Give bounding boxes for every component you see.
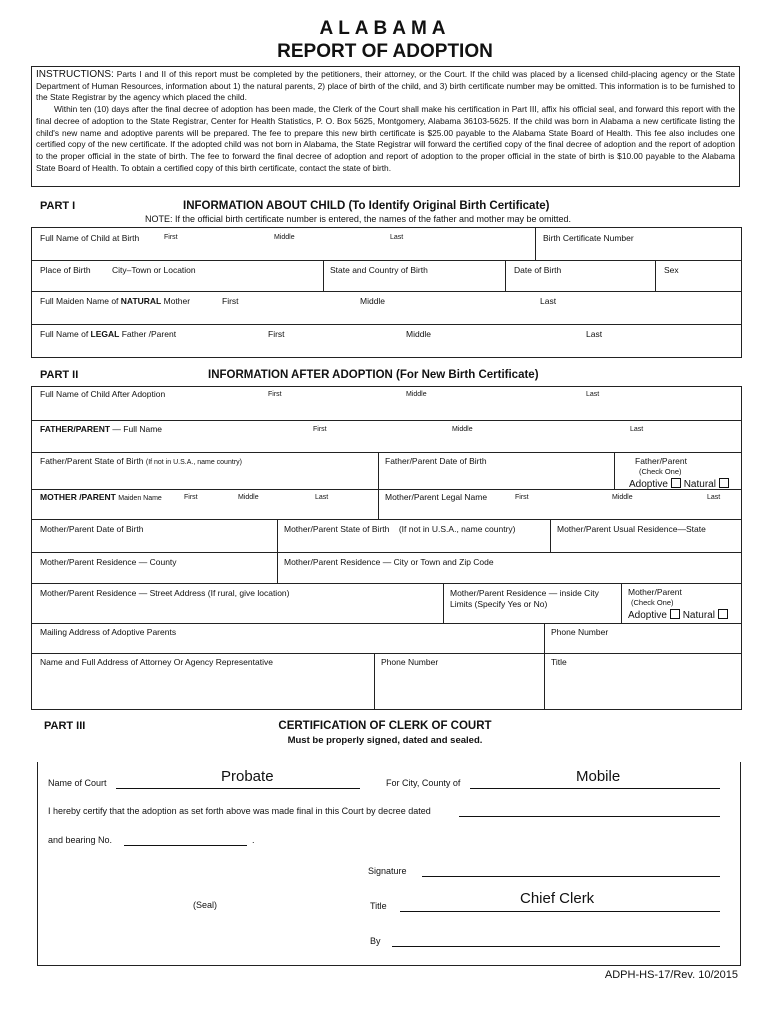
child-birth-name-field[interactable]: [32, 228, 536, 261]
part2-table-d: [31, 519, 742, 553]
sex-label: Sex: [664, 265, 679, 275]
part2-table-c: [31, 489, 742, 520]
father-full-first-label: First: [313, 426, 327, 433]
mother-middle-label: Middle: [360, 296, 386, 306]
part1-label: PART I: [40, 200, 76, 212]
mother-county-field[interactable]: [32, 553, 278, 584]
child-birth-name-label: Full Name of Child at Birth: [40, 233, 140, 243]
part3-label: PART III: [44, 720, 86, 732]
date-of-birth-field[interactable]: [506, 261, 656, 292]
father-adoptive-checkbox[interactable]: [671, 478, 681, 488]
mother-dob-field[interactable]: [32, 520, 278, 553]
part1-parents-table: [31, 291, 742, 358]
natural-mother-field[interactable]: [32, 292, 742, 325]
first-label: First: [164, 234, 178, 241]
mother-maiden-last-label: Last: [315, 494, 329, 501]
father-type-field: [615, 453, 742, 490]
signature-label: Signature: [368, 866, 407, 876]
form-number: ADPH-HS-17/Rev. 10/2015: [604, 969, 738, 981]
decree-date-line[interactable]: [459, 816, 720, 817]
mother-last-label: Last: [540, 296, 557, 306]
child-after-middle-label: Middle: [406, 391, 427, 398]
mother-maiden-label: MOTHER /PARENT Maiden Name: [40, 492, 162, 502]
part1-table: [31, 227, 742, 261]
state-country-birth-field[interactable]: [324, 261, 506, 292]
attorney-phone-label: Phone Number: [381, 657, 439, 667]
father-check-options: Adoptive Natural: [629, 478, 729, 490]
father-full-name-label: FATHER/PARENT — Full Name: [40, 424, 163, 434]
legal-father-label: Full Name of LEGAL Father /Parent: [40, 329, 177, 339]
mother-check-one-label: (Check One): [631, 598, 674, 607]
father-full-middle-label: Middle: [452, 426, 473, 433]
child-after-name-label: Full Name of Child After Adoption: [40, 389, 166, 399]
bearing-period: .: [252, 835, 255, 845]
mother-county-label: Mother/Parent Residence — County: [40, 557, 177, 567]
part2-heading: INFORMATION AFTER ADOPTION (For New Birth Certificate): [208, 369, 539, 381]
title-line[interactable]: [400, 911, 720, 912]
title-label: Title: [370, 901, 387, 911]
mother-street-field[interactable]: [32, 584, 444, 624]
father-full-name-field[interactable]: [32, 421, 742, 453]
mother-usual-residence-field[interactable]: [551, 520, 742, 553]
last-label: Last: [390, 234, 404, 241]
birth-certificate-number-label: Birth Certificate Number: [543, 233, 634, 243]
mother-street-label: Mother/Parent Residence — Street Address (If rural, give location): [40, 588, 290, 598]
part1-heading: INFORMATION ABOUT CHILD (To Identify Original Birth Certificate): [183, 200, 550, 212]
city-town-label: City–Town or Location: [112, 265, 196, 275]
city-county-line[interactable]: [470, 788, 720, 789]
attorney-field[interactable]: [32, 654, 375, 710]
by-label: By: [370, 936, 381, 946]
mother-parent-label: Mother/Parent: [628, 587, 682, 597]
signature-line[interactable]: [422, 876, 720, 877]
child-after-last-label: Last: [586, 391, 600, 398]
place-of-birth-label: Place of Birth: [40, 265, 91, 275]
attorney-phone-field[interactable]: [375, 654, 545, 710]
part2-table-h: [31, 653, 742, 710]
mother-legal-middle-label: Middle: [612, 494, 633, 501]
instructions-p1: Parts I and II of this report must be completed by the petitioners, their attorney, or the Court. If the child was placed by a licensed child-placing agency or the State Department of Human Resources, information about 1) the natural parents, 2) place of birth of the child, and 3) birth certificate number may be omitted. This information is to be furnished to the State Registrar by the agency which placed the child.: [36, 69, 736, 103]
mother-legal-name-field[interactable]: [379, 490, 742, 520]
father-middle-label: Middle: [406, 329, 432, 339]
bearing-label: and bearing No.: [48, 835, 113, 845]
mailing-address-label: Mailing Address of Adoptive Parents: [40, 627, 177, 637]
natural-mother-label: Full Maiden Name of NATURAL Mother: [40, 296, 191, 306]
father-check-one-label: (Check One): [639, 467, 682, 476]
part2-table-b: [31, 452, 742, 490]
mother-dob-label: Mother/Parent Date of Birth: [40, 524, 144, 534]
title-value: Chief Clerk: [520, 890, 595, 907]
parents-phone-field[interactable]: [545, 624, 742, 654]
part3-subheading: Must be properly signed, dated and sealed.: [287, 735, 483, 746]
inside-city-limits-field[interactable]: [444, 584, 622, 624]
mother-check-options: Adoptive Natural: [628, 609, 728, 621]
mother-state-birth-label: Mother/Parent State of Birth (If not in U.S.A., name country): [284, 524, 516, 534]
court-value: Probate: [221, 768, 274, 785]
instructions-box: [31, 66, 740, 187]
mother-natural-checkbox[interactable]: [718, 609, 728, 619]
mother-first-label: First: [222, 296, 239, 306]
father-dob-field[interactable]: [379, 453, 615, 490]
instructions-p2: Within ten (10) days after the final decree of adoption has been made, the Clerk of the Court shall make his certification in Part III, affix his official seal, and forward this report with the final decree of adoption to the State Registrar, Center for Health Statistics, P. O. Box 5625, Montgomery, Alabama 36103-5625. If the child was born in Alabama a new certificate listing the child's new name and adoptive parents will be prepared. The fee to prepare this new birth certificate is $25.00 payable to the Alabama State Board of Health. This fee also includes one certified copy of the new certificate. If the adopted child was not born in Alabama, the State Registrar will forward the certified copy of the final decree of adoption and the report of adoption to the proper official in the state of birth. The fee to forward the final decree of adoption and report of adoption to the proper official in the state of birth is $10.00 payable to the Alabama State Board of Health. To obtain a certified copy of this birth certificate, contact the state of birth.: [36, 104, 735, 173]
mother-maiden-name-field[interactable]: [32, 490, 379, 520]
father-full-last-label: Last: [630, 426, 644, 433]
mother-adoptive-checkbox[interactable]: [670, 609, 680, 619]
for-city-label: For City, County of: [386, 778, 461, 788]
bearing-number-line[interactable]: [124, 845, 247, 846]
part3-heading: CERTIFICATION OF CLERK OF COURT: [278, 720, 492, 732]
state-country-birth-label: State and Country of Birth: [330, 265, 428, 275]
father-state-birth-label: Father/Parent State of Birth (If not in U.S.A., name country): [40, 456, 242, 466]
name-of-court-label: Name of Court: [48, 778, 107, 788]
mother-type-field: [622, 584, 742, 624]
mother-city-label: Mother/Parent Residence — City or Town and Zip Code: [284, 557, 494, 567]
birth-certificate-number-field[interactable]: [536, 228, 742, 261]
parents-phone-label: Phone Number: [551, 627, 609, 637]
part2-table-f: [31, 583, 742, 624]
part2-table-g: [31, 623, 742, 654]
by-line[interactable]: [392, 946, 720, 947]
attorney-title-label: Title: [551, 657, 567, 667]
place-of-birth-field[interactable]: [32, 261, 324, 292]
mother-legal-last-label: Last: [707, 494, 721, 501]
father-dob-label: Father/Parent Date of Birth: [385, 456, 487, 466]
father-natural-checkbox[interactable]: [719, 478, 729, 488]
date-of-birth-label: Date of Birth: [514, 265, 562, 275]
part1-note: NOTE: If the official birth certificate number is entered, the names of the father and mother may be omitted.: [145, 214, 572, 224]
child-after-name-field[interactable]: [32, 387, 742, 421]
mother-maiden-first-label: First: [184, 494, 198, 501]
mother-maiden-middle-label: Middle: [238, 494, 259, 501]
attorney-title-field[interactable]: [545, 654, 742, 710]
father-last-label: Last: [586, 329, 603, 339]
city-value: Mobile: [576, 768, 621, 785]
limits-label: Limits (Specify Yes or No): [450, 599, 548, 609]
seal-label: (Seal): [193, 900, 218, 910]
mother-legal-label: Mother/Parent Legal Name: [385, 492, 488, 502]
child-after-first-label: First: [268, 391, 282, 398]
part2-table-a: [31, 386, 742, 453]
legal-father-field[interactable]: [32, 325, 742, 358]
instructions-heading: INSTRUCTIONS:: [36, 69, 114, 80]
father-parent-label: Father/Parent: [635, 456, 687, 466]
inside-city-label: Mother/Parent Residence — inside City: [450, 588, 599, 598]
mother-legal-first-label: First: [515, 494, 529, 501]
part2-table-e: [31, 552, 742, 584]
attorney-label: Name and Full Address of Attorney Or Agency Representative: [40, 657, 273, 667]
mother-usual-residence-label: Mother/Parent Usual Residence—State: [557, 524, 706, 534]
mailing-address-field[interactable]: [32, 624, 545, 654]
form-title: REPORT OF ADOPTION: [277, 41, 493, 62]
sex-field[interactable]: [656, 261, 742, 292]
father-first-label: First: [268, 329, 285, 339]
name-of-court-line[interactable]: [116, 788, 360, 789]
certify-label: I hereby certify that the adoption as set forth above was made final in this Court by decree dated: [48, 806, 431, 816]
middle-label: Middle: [274, 234, 295, 241]
part1-birth-table: [31, 260, 742, 292]
father-state-birth-field[interactable]: [32, 453, 379, 490]
mother-city-field[interactable]: [278, 553, 742, 584]
part2-label: PART II: [40, 369, 79, 381]
state-title: ALABAMA: [319, 18, 451, 39]
mother-state-birth-field[interactable]: [278, 520, 551, 553]
part3-box: [37, 762, 741, 966]
